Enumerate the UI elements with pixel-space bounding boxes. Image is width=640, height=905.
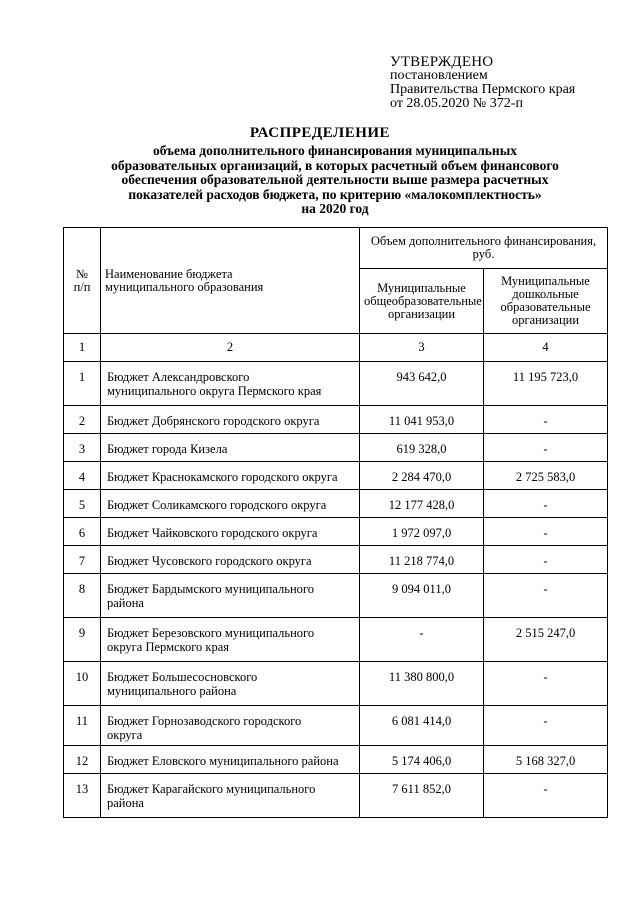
row-school-amount: - xyxy=(360,618,484,662)
row-preschool-amount: - xyxy=(484,434,608,462)
row-school-amount: 619 328,0 xyxy=(360,434,484,462)
header-name-l2: муниципального образования xyxy=(105,279,264,294)
row-budget-name xyxy=(101,706,360,746)
row-preschool-amount: - xyxy=(484,662,608,706)
row-number: 9 xyxy=(64,618,101,662)
budget-name-line: Бюджет Горнозаводского городского xyxy=(107,714,302,728)
header-preschool-l1: Муниципальные xyxy=(501,274,590,288)
budget-name-line: Бюджет Добрянского городского округа xyxy=(107,414,320,428)
header-preschool-l2: дошкольные xyxy=(512,287,579,301)
row-number: 12 xyxy=(64,746,101,774)
subtitle-line: образовательных организаций, в которых расчетный объем финансового xyxy=(111,157,559,173)
row-number: 1 xyxy=(64,362,101,406)
header-preschool-l4: организации xyxy=(511,313,580,327)
table-row xyxy=(64,618,608,662)
table-row xyxy=(64,434,608,462)
row-preschool-amount: 2 515 247,0 xyxy=(484,618,608,662)
row-budget-name xyxy=(101,746,360,774)
row-budget-name xyxy=(101,662,360,706)
subtitle-line: на 2020 год xyxy=(301,201,369,216)
row-budget-name xyxy=(101,574,360,618)
header-number xyxy=(64,228,101,334)
row-preschool-amount: - xyxy=(484,546,608,574)
table-row xyxy=(64,490,608,518)
row-budget-name xyxy=(101,490,360,518)
column-number: 4 xyxy=(484,334,608,362)
row-budget-name xyxy=(101,434,360,462)
budget-name-line: Бюджет Бардымского муниципального xyxy=(107,582,314,596)
row-school-amount: 6 081 414,0 xyxy=(360,706,484,746)
row-school-amount: 12 177 428,0 xyxy=(360,490,484,518)
budget-name-line: Бюджет Краснокамского городского округа xyxy=(107,470,338,484)
row-budget-name xyxy=(101,774,360,818)
header-number-l2: п/п xyxy=(73,279,91,294)
header-preschool xyxy=(484,269,608,334)
budget-name-line: Бюджет Александровского xyxy=(107,370,250,384)
row-number: 4 xyxy=(64,462,101,490)
budget-name-line: Бюджет Большесосновского xyxy=(107,670,258,684)
table-row xyxy=(64,746,608,774)
header-group-l2: руб. xyxy=(472,247,495,261)
row-school-amount: 7 611 852,0 xyxy=(360,774,484,818)
row-preschool-amount: 2 725 583,0 xyxy=(484,462,608,490)
header-group xyxy=(360,228,608,269)
header-name-l1: Наименование бюджета xyxy=(105,266,233,281)
row-budget-name xyxy=(101,546,360,574)
row-budget-name xyxy=(101,406,360,434)
row-preschool-amount: 11 195 723,0 xyxy=(484,362,608,406)
header-school-l1: Муниципальные xyxy=(377,280,466,295)
row-school-amount: 11 218 774,0 xyxy=(360,546,484,574)
row-school-amount: 9 094 011,0 xyxy=(360,574,484,618)
approval-line: постановлением xyxy=(390,68,488,83)
row-preschool-amount: 5 168 327,0 xyxy=(484,746,608,774)
row-number: 2 xyxy=(64,406,101,434)
table-row xyxy=(64,462,608,490)
row-school-amount: 11 380 800,0 xyxy=(360,662,484,706)
row-budget-name xyxy=(101,618,360,662)
row-school-amount: 5 174 406,0 xyxy=(360,746,484,774)
column-number: 1 xyxy=(64,334,101,362)
table-row xyxy=(64,546,608,574)
row-budget-name xyxy=(101,518,360,546)
row-number: 3 xyxy=(64,434,101,462)
budget-name-line: Бюджет Чайковского городского округа xyxy=(107,526,318,540)
header-school xyxy=(360,269,484,334)
row-preschool-amount: - xyxy=(484,490,608,518)
table-row xyxy=(64,518,608,546)
row-number: 11 xyxy=(64,706,101,746)
budget-name-line: Бюджет города Кизела xyxy=(107,442,228,456)
subtitle-line: обеспечения образовательной деятельности выше размера расчетных xyxy=(121,172,549,187)
column-number: 2 xyxy=(101,334,360,362)
budget-name-line: округа Пермского края xyxy=(107,640,230,654)
subtitle-line: показателей расходов бюджета, по критерию «малокомплектность» xyxy=(128,186,542,202)
distribution-table xyxy=(63,227,608,818)
table-row xyxy=(64,406,608,434)
subtitle-line: объема дополнительного финансирования муниципальных xyxy=(153,143,517,158)
row-budget-name xyxy=(101,462,360,490)
row-preschool-amount: - xyxy=(484,706,608,746)
approval-stamp xyxy=(390,55,575,111)
header-group-l1: Объем дополнительного финансирования, xyxy=(370,234,597,248)
budget-name-line: Бюджет Соликамского городского округа xyxy=(107,498,327,512)
budget-name-line: района xyxy=(107,596,144,610)
row-number: 7 xyxy=(64,546,101,574)
approval-line: Правительства Пермского края xyxy=(390,82,576,97)
row-number: 6 xyxy=(64,518,101,546)
table-row xyxy=(64,662,608,706)
row-number: 13 xyxy=(64,774,101,818)
header-name xyxy=(101,228,360,334)
header-school-l3: организации xyxy=(387,306,456,321)
document-subtitle xyxy=(100,144,570,217)
row-preschool-amount: - xyxy=(484,518,608,546)
budget-name-line: Бюджет Березовского муниципального xyxy=(107,626,315,640)
budget-name-line: муниципального округа Пермского края xyxy=(107,384,322,398)
row-number: 8 xyxy=(64,574,101,618)
row-preschool-amount: - xyxy=(484,574,608,618)
row-school-amount: 1 972 097,0 xyxy=(360,518,484,546)
budget-name-line: Бюджет Карагайского муниципального xyxy=(107,782,316,796)
budget-name-line: Бюджет Еловского муниципального района xyxy=(107,754,339,768)
column-number-row xyxy=(64,334,608,362)
budget-name-line: Бюджет Чусовского городского округа xyxy=(107,554,312,568)
row-school-amount: 2 284 470,0 xyxy=(360,462,484,490)
budget-name-line: муниципального района xyxy=(107,684,237,698)
row-number: 10 xyxy=(64,662,101,706)
header-school-l2: общеобразовательные xyxy=(364,293,482,308)
row-preschool-amount: - xyxy=(484,406,608,434)
table-row xyxy=(64,706,608,746)
header-preschool-l3: образовательные xyxy=(500,300,591,314)
table-row xyxy=(64,574,608,618)
row-budget-name xyxy=(101,362,360,406)
row-preschool-amount: - xyxy=(484,774,608,818)
budget-name-line: округа xyxy=(107,728,143,742)
row-school-amount: 943 642,0 xyxy=(360,362,484,406)
approval-date: от 28.05.2020 № 372-п xyxy=(390,96,523,111)
row-number: 5 xyxy=(64,490,101,518)
header-number-l1: № xyxy=(76,266,88,281)
table-row xyxy=(64,362,608,406)
approval-heading: УТВЕРЖДЕНО xyxy=(390,54,494,70)
table-row xyxy=(64,774,608,818)
document-title: РАСПРЕДЕЛЕНИЕ xyxy=(249,125,391,141)
column-number: 3 xyxy=(360,334,484,362)
row-school-amount: 11 041 953,0 xyxy=(360,406,484,434)
budget-name-line: района xyxy=(107,796,144,810)
